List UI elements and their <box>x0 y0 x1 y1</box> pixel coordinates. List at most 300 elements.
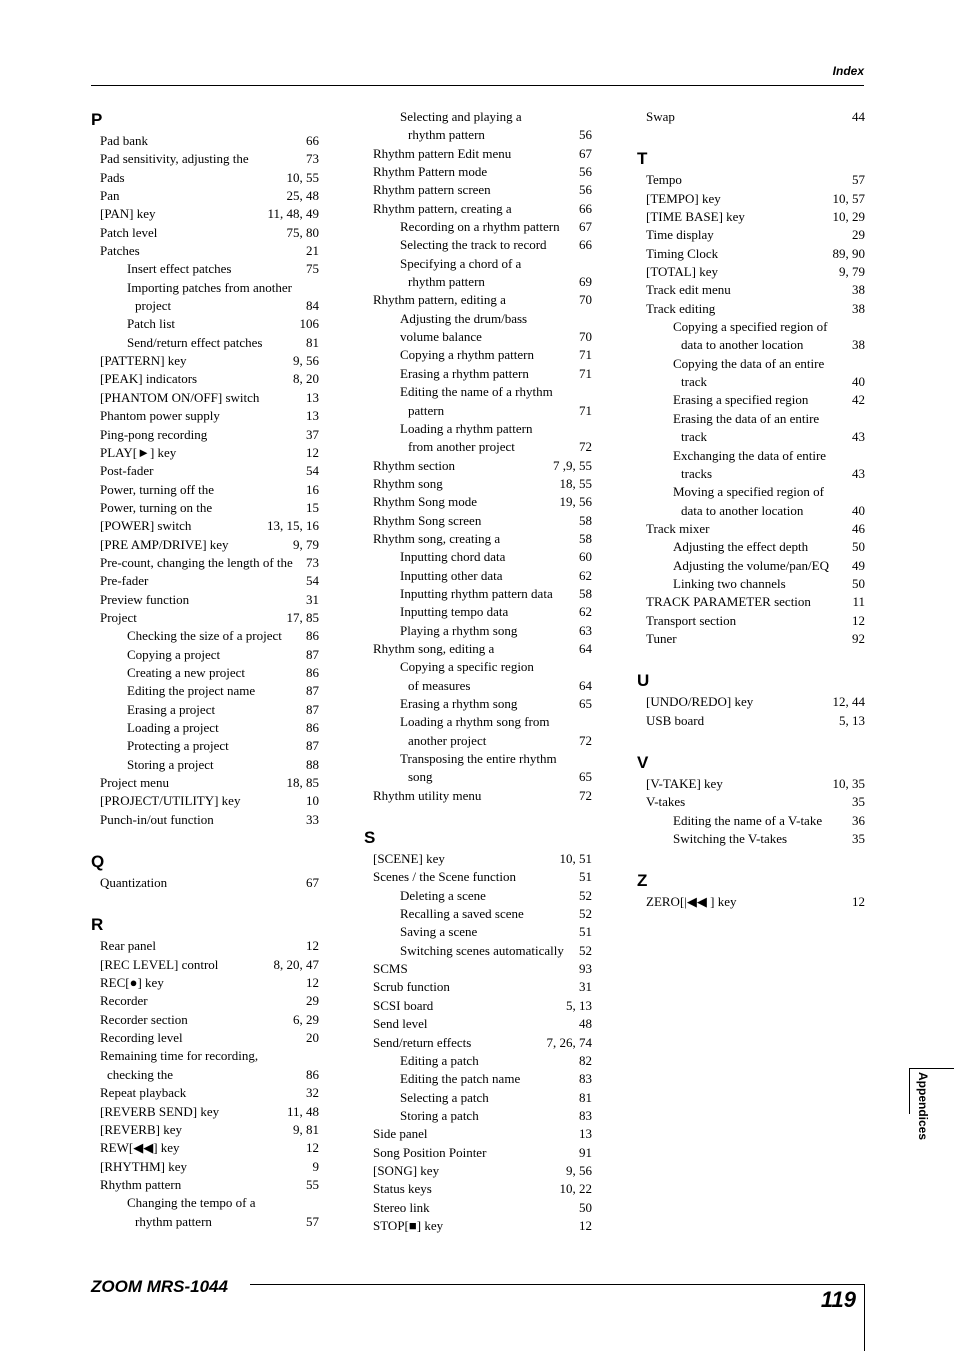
entry-term: [PHANTOM ON/OFF] switch <box>100 389 260 405</box>
entry-term: rhythm pattern <box>135 1213 212 1229</box>
entry-term: Rhythm song, editing a <box>373 640 495 656</box>
index-entry <box>91 187 319 205</box>
entry-term: Tempo <box>646 172 682 188</box>
entry-term: Loading a project <box>127 720 219 735</box>
entry-term: [REC LEVEL] control <box>100 956 219 972</box>
index-entry <box>91 462 319 480</box>
index-subentry <box>91 297 319 315</box>
entry-term: [PROJECT/UTILITY] key <box>100 793 241 809</box>
entry-term: Song Position Pointer <box>373 1144 487 1160</box>
entry-term: data to another location <box>681 337 804 353</box>
entry-pages: 10 <box>306 793 319 809</box>
entry-term: SCSI board <box>373 997 434 1013</box>
entry-pages: 9, 79 <box>293 536 319 552</box>
entry-term: Phantom power supply <box>100 408 220 424</box>
entry-pages: 66 <box>306 133 319 148</box>
entry-term: of measures <box>408 677 471 693</box>
entry-pages: 10, 22 <box>559 1181 592 1197</box>
entry-term: Send/return effects <box>373 1034 472 1050</box>
entry-term: [REVERB SEND] key <box>100 1103 220 1119</box>
index-entry <box>91 407 319 425</box>
entry-pages: 71 <box>579 402 592 418</box>
index-subentry <box>637 557 865 575</box>
index-subentry <box>91 315 319 333</box>
entry-term: [SONG] key <box>373 1162 440 1178</box>
index-entry <box>364 640 592 658</box>
entry-pages: 72 <box>579 732 592 748</box>
index-entry <box>91 536 319 554</box>
footer-title: ZOOM MRS-1044 <box>91 1277 228 1296</box>
index-entry <box>91 150 319 168</box>
entry-pages: 12 <box>306 975 319 991</box>
index-entry <box>637 300 865 318</box>
entry-term: Copying the data of an entire <box>673 355 825 371</box>
entry-pages: 38 <box>852 337 865 353</box>
entry-term: Pre-count, changing the length of the <box>100 554 293 570</box>
section-gap <box>91 892 319 913</box>
entry-term: [V-TAKE] key <box>646 775 723 791</box>
entry-pages: 43 <box>852 429 865 445</box>
index-entry <box>364 181 592 199</box>
entry-term: Exchanging the data of entire <box>673 447 827 463</box>
entry-term: Erasing a project <box>127 701 216 717</box>
index-entry <box>637 693 865 711</box>
entry-term: Tuner <box>646 630 677 646</box>
entry-pages: 31 <box>306 591 319 607</box>
entry-term: Editing the name of a V-take <box>673 812 823 828</box>
entry-pages: 12 <box>306 1140 319 1156</box>
index-subentry <box>637 502 865 520</box>
entry-pages: 10, 35 <box>832 775 865 791</box>
index-subentry <box>364 768 592 786</box>
entry-pages: 32 <box>306 1085 319 1101</box>
section-gap <box>637 848 865 869</box>
index-letter-heading: Q <box>91 852 105 872</box>
entry-pages: 8, 20 <box>293 371 319 387</box>
index-subentry <box>364 126 592 144</box>
side-tab-label: Appendices <box>916 1072 930 1141</box>
entry-pages: 63 <box>579 622 592 638</box>
index-entry <box>637 520 865 538</box>
entry-term: Storing a patch <box>400 1107 479 1123</box>
section-gap <box>364 805 592 826</box>
entry-term: Saving a scene <box>400 924 478 940</box>
entry-term: Adjusting the volume/pan/EQ <box>673 557 829 573</box>
index-entry <box>91 499 319 517</box>
entry-pages: 48 <box>579 1016 592 1032</box>
entry-term: Selecting the track to record <box>400 237 547 253</box>
entry-term: Send/return effect patches <box>127 334 263 350</box>
entry-pages: 73 <box>306 554 319 570</box>
entry-term: Rear panel <box>100 938 156 954</box>
index-subentry <box>91 737 319 755</box>
entry-term: [SCENE] key <box>373 851 445 867</box>
index-subentry <box>91 664 319 682</box>
index-subentry <box>364 1052 592 1070</box>
index-subentry <box>637 318 865 336</box>
entry-term: Punch-in/out function <box>100 811 214 827</box>
index-subentry <box>91 260 319 278</box>
section-gap <box>637 730 865 751</box>
entry-pages: 16 <box>306 481 319 497</box>
entry-term: Track edit menu <box>646 282 731 298</box>
entry-pages: 13 <box>579 1126 592 1142</box>
index-subentry <box>91 646 319 664</box>
entry-pages: 87 <box>306 701 319 717</box>
entry-pages: 52 <box>579 906 592 922</box>
entry-term: Importing patches from another <box>127 279 292 295</box>
entry-pages: 75, 80 <box>286 224 319 240</box>
index-entry <box>91 1029 319 1047</box>
entry-term: Recorder section <box>100 1011 188 1027</box>
index-letter-heading: Z <box>637 871 648 891</box>
entry-term: Transport section <box>646 612 737 628</box>
entry-term: [PRE AMP/DRIVE] key <box>100 536 229 552</box>
entry-pages: 87 <box>306 738 319 754</box>
entry-pages: 82 <box>579 1052 592 1068</box>
index-subentry <box>364 567 592 585</box>
entry-term: Inputting chord data <box>400 549 506 565</box>
index-subentry <box>637 830 865 848</box>
index-entry <box>364 978 592 996</box>
entry-term: Inputting tempo data <box>400 604 509 620</box>
entry-term: Patch list <box>127 316 176 332</box>
entry-pages: 93 <box>579 961 592 977</box>
index-entry <box>364 868 592 886</box>
entry-term: Specifying a chord of a <box>400 255 522 271</box>
entry-term: Switching scenes automatically <box>400 942 564 958</box>
index-entry <box>91 1158 319 1176</box>
index-entry <box>637 263 865 281</box>
entry-term: Rhythm pattern, editing a <box>373 292 506 308</box>
index-entry <box>91 224 319 242</box>
entry-term: [PATTERN] key <box>100 353 187 369</box>
entry-pages: 62 <box>579 604 592 620</box>
entry-term: Scenes / the Scene function <box>373 869 516 885</box>
entry-term: track <box>681 429 707 445</box>
index-entry <box>364 530 592 548</box>
entry-pages: 10, 55 <box>286 169 319 185</box>
index-entry <box>91 444 319 462</box>
entry-pages: 9 <box>312 1158 319 1174</box>
index-subentry <box>91 279 319 297</box>
index-entry <box>91 389 319 407</box>
entry-pages: 29 <box>852 227 865 243</box>
footer-vertical-rule <box>864 1284 865 1351</box>
entry-pages: 86 <box>306 664 319 680</box>
entry-pages: 7 ,9, 55 <box>553 457 592 473</box>
index-entry <box>91 811 319 829</box>
entry-term: [TIME BASE] key <box>646 209 745 225</box>
entry-term: Adjusting the effect depth <box>673 539 809 555</box>
entry-pages: 75 <box>306 261 319 277</box>
entry-pages: 83 <box>579 1107 592 1123</box>
entry-term: USB board <box>646 712 705 728</box>
entry-pages: 65 <box>579 696 592 711</box>
entry-pages: 10, 51 <box>559 851 592 867</box>
entry-term: Preview function <box>100 591 190 607</box>
entry-pages: 67 <box>579 145 592 161</box>
entry-term: PLAY[►] key <box>100 444 177 460</box>
entry-term: ZERO[|◀◀ ] key <box>646 894 737 910</box>
index-subentry <box>364 328 592 346</box>
entry-term: REC[●] key <box>100 975 164 991</box>
entry-pages: 52 <box>579 942 592 958</box>
entry-term: [TEMPO] key <box>646 190 721 206</box>
entry-pages: 46 <box>852 520 865 536</box>
entry-term: track <box>681 374 707 390</box>
entry-term: Playing a rhythm song <box>400 622 518 638</box>
entry-pages: 50 <box>579 1199 592 1215</box>
index-subentry <box>91 1194 319 1212</box>
entry-term: Editing the patch name <box>400 1071 521 1087</box>
entry-pages: 54 <box>306 573 319 589</box>
entry-pages: 72 <box>579 439 592 455</box>
entry-pages: 71 <box>579 365 592 381</box>
index-subentry <box>637 465 865 483</box>
entry-term: Side panel <box>373 1126 428 1142</box>
entry-pages: 50 <box>852 539 865 555</box>
entry-pages: 66 <box>579 237 592 253</box>
entry-term: Post-fader <box>100 463 154 479</box>
entry-pages: 56 <box>579 127 592 143</box>
index-subentry <box>364 622 592 640</box>
entry-pages: 60 <box>579 549 592 565</box>
entry-term: TRACK PARAMETER section <box>646 594 811 610</box>
entry-term: rhythm pattern <box>408 127 485 143</box>
entry-pages: 12 <box>306 938 319 954</box>
entry-term: Rhythm pattern screen <box>373 182 491 198</box>
entry-pages: 13, 15, 16 <box>267 518 319 534</box>
entry-term: Recorder <box>100 993 148 1009</box>
entry-pages: 11, 48 <box>286 1103 319 1119</box>
index-entry <box>91 992 319 1010</box>
entry-pages: 19, 56 <box>559 494 592 510</box>
entry-term: Copying a specified region of <box>673 319 828 335</box>
index-entry <box>91 1084 319 1102</box>
index-subentry <box>637 336 865 354</box>
entry-pages: 40 <box>852 374 865 390</box>
index-subentry <box>91 682 319 700</box>
entry-pages: 72 <box>579 787 592 803</box>
entry-pages: 54 <box>306 463 319 479</box>
index-entry <box>637 793 865 811</box>
entry-term: volume balance <box>400 329 482 345</box>
entry-term: pattern <box>408 402 445 418</box>
entry-term: SCMS <box>373 961 408 977</box>
entry-pages: 58 <box>579 530 592 546</box>
entry-pages: 73 <box>306 151 319 167</box>
index-entry <box>91 774 319 792</box>
index-entry <box>637 612 865 630</box>
entry-pages: 67 <box>579 219 592 235</box>
entry-term: Checking the size of a project <box>127 628 282 644</box>
index-subentry <box>637 575 865 593</box>
entry-term: Changing the tempo of a <box>127 1195 256 1211</box>
entry-pages: 29 <box>306 993 319 1009</box>
index-entry <box>637 171 865 189</box>
index-entry <box>364 997 592 1015</box>
entry-pages: 15 <box>306 499 319 515</box>
index-subentry <box>364 695 592 713</box>
index-subentry <box>91 756 319 774</box>
entry-pages: 44 <box>852 109 865 124</box>
index-entry <box>364 850 592 868</box>
entry-pages: 56 <box>579 164 592 180</box>
entry-pages: 57 <box>306 1213 319 1229</box>
entry-term: Project <box>100 609 137 625</box>
entry-pages: 49 <box>852 557 865 573</box>
entry-term: Rhythm song, creating a <box>373 530 501 546</box>
index-entry <box>91 426 319 444</box>
entry-pages: 13 <box>306 389 319 405</box>
entry-pages: 18, 85 <box>286 775 319 791</box>
entry-term: Patch level <box>100 224 158 240</box>
index-subentry <box>364 108 592 126</box>
entry-pages: 37 <box>306 426 319 442</box>
entry-term: STOP[■] key <box>373 1217 444 1233</box>
index-entry <box>637 775 865 793</box>
index-entry <box>364 1144 592 1162</box>
index-entry <box>91 554 319 572</box>
entry-pages: 87 <box>306 683 319 699</box>
index-subentry <box>364 383 592 401</box>
entry-term: [REVERB] key <box>100 1121 182 1137</box>
entry-term: song <box>408 769 433 785</box>
index-entry <box>91 591 319 609</box>
index-subentry <box>91 627 319 645</box>
entry-pages: 21 <box>306 243 319 259</box>
entry-term: V-takes <box>646 794 686 810</box>
entry-term: Scrub function <box>373 979 450 995</box>
index-entry <box>364 960 592 978</box>
entry-term: Copying a specific region <box>400 659 534 675</box>
entry-pages: 65 <box>579 769 592 785</box>
index-subentry <box>91 334 319 352</box>
entry-term: Adjusting the drum/bass <box>400 310 528 326</box>
index-entry <box>637 108 865 126</box>
entry-term: another project <box>408 732 487 748</box>
entry-term: Pad bank <box>100 133 149 148</box>
entry-term: Power, turning on the <box>100 499 213 515</box>
entry-pages: 58 <box>579 585 592 601</box>
entry-term: Pan <box>100 188 120 204</box>
entry-pages: 7, 26, 74 <box>546 1034 592 1050</box>
entry-pages: 40 <box>852 502 865 518</box>
entry-pages: 70 <box>579 329 592 345</box>
entry-pages: 83 <box>579 1071 592 1087</box>
index-subentry <box>364 658 592 676</box>
index-entry <box>364 512 592 530</box>
entry-term: [UNDO/REDO] key <box>646 694 754 710</box>
index-letter-heading: P <box>91 110 103 129</box>
index-subentry <box>364 273 592 291</box>
index-entry <box>364 145 592 163</box>
entry-term: Loading a rhythm pattern <box>400 420 533 436</box>
entry-pages: 70 <box>579 292 592 308</box>
index-subentry <box>91 701 319 719</box>
index-subentry <box>364 677 592 695</box>
entry-term: Power, turning off the <box>100 481 215 497</box>
entry-pages: 66 <box>579 200 592 216</box>
entry-term: Recording level <box>100 1030 183 1046</box>
entry-pages: 12 <box>852 894 865 910</box>
entry-pages: 86 <box>306 1066 319 1082</box>
index-subentry <box>364 438 592 456</box>
entry-pages: 36 <box>852 812 865 828</box>
entry-term: Erasing the data of an entire <box>673 410 820 426</box>
entry-pages: 43 <box>852 465 865 481</box>
entry-pages: 106 <box>299 316 319 332</box>
index-entry <box>637 712 865 730</box>
entry-term: Rhythm song <box>373 475 443 491</box>
entry-pages: 81 <box>579 1089 592 1105</box>
entry-term: Deleting a scene <box>400 887 486 903</box>
entry-term: Ping-pong recording <box>100 426 208 442</box>
index-subentry <box>637 355 865 373</box>
index-subentry <box>91 1066 319 1084</box>
index-subentry <box>91 1213 319 1231</box>
entry-term: Rhythm section <box>373 457 455 473</box>
index-entry <box>364 1015 592 1033</box>
entry-pages: 11, 48, 49 <box>267 206 319 222</box>
index-subentry <box>637 391 865 409</box>
index-entry <box>91 609 319 627</box>
entry-term: Inputting rhythm pattern data <box>400 585 553 601</box>
index-entry <box>637 893 865 911</box>
entry-pages: 9, 81 <box>293 1121 319 1137</box>
entry-pages: 12 <box>579 1217 592 1233</box>
section-gap <box>637 648 865 669</box>
entry-pages: 62 <box>579 567 592 583</box>
index-subentry <box>364 255 592 273</box>
entry-term: Selecting and playing a <box>400 109 522 124</box>
index-subentry <box>637 812 865 830</box>
entry-pages: 69 <box>579 274 592 290</box>
index-entry <box>364 493 592 511</box>
entry-pages: 64 <box>579 640 592 656</box>
entry-pages: 12 <box>306 444 319 460</box>
entry-term: [TOTAL] key <box>646 264 719 280</box>
entry-pages: 51 <box>579 869 592 885</box>
index-entry <box>364 163 592 181</box>
entry-term: Track mixer <box>646 520 710 536</box>
index-entry <box>364 457 592 475</box>
entry-term: Erasing a specified region <box>673 392 809 408</box>
index-entry <box>637 630 865 648</box>
index-entry <box>364 1034 592 1052</box>
index-subentry <box>364 310 592 328</box>
entry-term: Linking two channels <box>673 575 786 591</box>
entry-term: Status keys <box>373 1181 432 1197</box>
entry-pages: 18, 55 <box>559 475 592 491</box>
entry-term: Selecting a patch <box>400 1089 489 1105</box>
entry-pages: 35 <box>852 831 865 846</box>
index-entry <box>91 352 319 370</box>
entry-term: Project menu <box>100 775 169 791</box>
index-entry <box>637 190 865 208</box>
index-entry <box>91 937 319 955</box>
index-subentry <box>364 585 592 603</box>
page-number: 119 <box>820 1287 856 1312</box>
entry-term: checking the <box>107 1066 174 1082</box>
index-entry <box>637 281 865 299</box>
entry-term: Pre-fader <box>100 573 149 589</box>
index-entry <box>91 242 319 260</box>
entry-pages: 67 <box>306 875 319 891</box>
entry-term: Editing the name of a rhythm <box>400 384 553 400</box>
entry-term: Rhythm Pattern mode <box>373 164 488 180</box>
